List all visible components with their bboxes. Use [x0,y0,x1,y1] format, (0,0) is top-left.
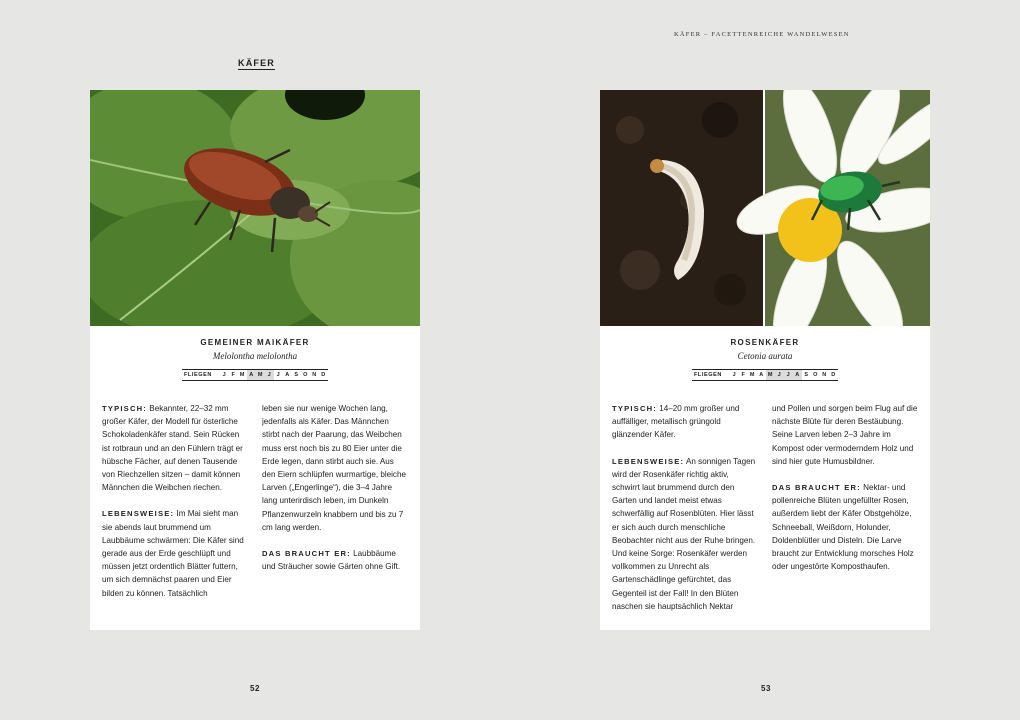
paragraph [102,507,248,599]
paragraph [262,402,408,534]
page-number-right: 53 [761,684,771,693]
species-card-maikaefer [90,90,420,630]
photo-rosenkaefer [600,90,930,326]
text-column-2 [262,402,408,613]
paragraph-lead: LEBENSWEISE: [102,509,175,519]
flight-label: FLIEGEN [693,372,723,378]
month-cell: M [239,372,246,378]
paragraph [772,402,918,468]
month-cell: M [257,372,264,378]
species-latin-name: Cetonia aurata [737,351,793,361]
paragraph [612,402,758,442]
paragraph [612,455,758,613]
month-cell: J [222,372,227,378]
month-cell: N [822,372,827,378]
page-number-left: 52 [250,684,260,693]
month-cell: F [741,372,746,378]
paragraph-text: Bekannter, 22–32 mm großer Käfer, der Modell für österliche Schokoladenkäfer stand. Sein Rücken ist rotbraun und an den Fühlern trägt er hübsche Fächer, auf denen Tausende von Riechzellen sitzen – damit können Männchen die Weibchen riechen. [102,404,243,493]
paragraph [102,402,248,494]
paragraph-lead: TYPISCH: [612,404,658,413]
flight-label: FLIEGEN [183,372,213,378]
month-cell: J [784,370,793,380]
species-name: GEMEINER MAIKÄFER [200,338,310,347]
paragraph-text: Im Mai sieht man sie abends laut brummend um Laubbäume schwärmen: Die Käfer sind gerade aus der Erde geschlüpft und müssen jetzt ordentlich Blätter futtern, um sich demnächst paaren und Eier bilden zu können. Tatsächlich [102,509,244,598]
month-cell: S [294,372,299,378]
paragraph-text: 14–20 mm großer und auffälliger, metallisch grüngold glänzender Käfer. [612,404,740,440]
flight-calendar [600,369,930,381]
month-cell: N [312,372,317,378]
paragraph-lead: LEBENSWEISE: [612,456,685,466]
paragraph-text: Nektar- und pollenreiche Blüten ungefüllter Rosen, außerdem liebt der Käfer Obstgehölze, Schneeball, Weißdorn, Holunder, Doldenblütler und Disteln. Die Larve braucht zur Entwicklung morsches Holz oder ungestörte Komposthaufen. [772,483,914,572]
paragraph [772,481,918,573]
paragraph [262,547,408,573]
paragraph-text: Laubbäume und Sträucher sowie Gärten ohne Gift. [262,549,401,572]
month-cell: J [732,372,737,378]
paragraph-lead: DAS BRAUCHT ER: [772,483,861,493]
species-latin-name: Melolontha melolontha [212,351,298,361]
species-card-rosenkaefer [600,90,930,630]
month-cell: S [804,372,809,378]
month-cell: F [231,372,236,378]
section-title: KÄFER [238,58,275,68]
month-cell: O [813,372,818,378]
text-column-2 [772,402,918,626]
paragraph-text: und Pollen und sorgen beim Flug auf die nächste Blüte für deren Bestäubung. Seine Larven leben 2–3 Jahre im Kompost oder vermoderndem Holz und sind hier gute Humusbildner. [772,404,918,466]
month-cell: J [265,370,274,380]
paragraph-lead: TYPISCH: [102,404,148,413]
paragraph-text: leben sie nur wenige Wochen lang, jedenfalls als Käfer. Das Männchen stirbt nach der Paarung, das Weibchen muss erst noch bis zu 80 Eier unter die Erde legen, dann stirbt auch sie. Aus den Eiern schlüpfen wurmartige, bleiche Larven („Engerlinge“), die 3–4 Jahre lang unterirdisch leben, im Dunkeln Pflanzenwurzeln knabbern und bis zu 7 cm lang werden. [262,404,406,532]
month-cell: O [303,372,308,378]
month-cell: J [775,370,784,380]
month-cell: J [276,372,281,378]
flight-calendar [90,369,420,381]
month-cell: D [831,372,836,378]
month-cell: A [793,370,802,380]
month-cell: A [247,370,256,380]
text-column-1 [102,402,248,613]
month-cell: M [749,372,756,378]
paragraph-lead: DAS BRAUCHT ER: [262,549,351,559]
month-cell: A [759,372,764,378]
text-column-1 [612,402,758,626]
running-head: KÄFER – FACETTENREICHE WANDELWESEN [674,31,850,38]
photo-maikaefer [90,90,420,326]
species-name: ROSENKÄFER [730,338,800,347]
month-cell: D [321,372,326,378]
month-cell: A [285,372,290,378]
paragraph-text: An sonnigen Tagen wird der Rosenkäfer richtig aktiv, schwirrt laut brummend durch den Garten und landet meist etwas schwerfällig auf Rosenblüten. Hier lässt er sich auch durch menschliche Beobachter nicht aus der Ruhe bringen. Und keine Sorge: Rosenkäfer werden vollkommen zu Unrecht als Gartenschädlinge gefürchtet, das Gegenteil ist der Fall! In den Blüten naschen sie hauptsächlich Nektar [612,456,756,611]
month-cell: M [767,372,774,378]
